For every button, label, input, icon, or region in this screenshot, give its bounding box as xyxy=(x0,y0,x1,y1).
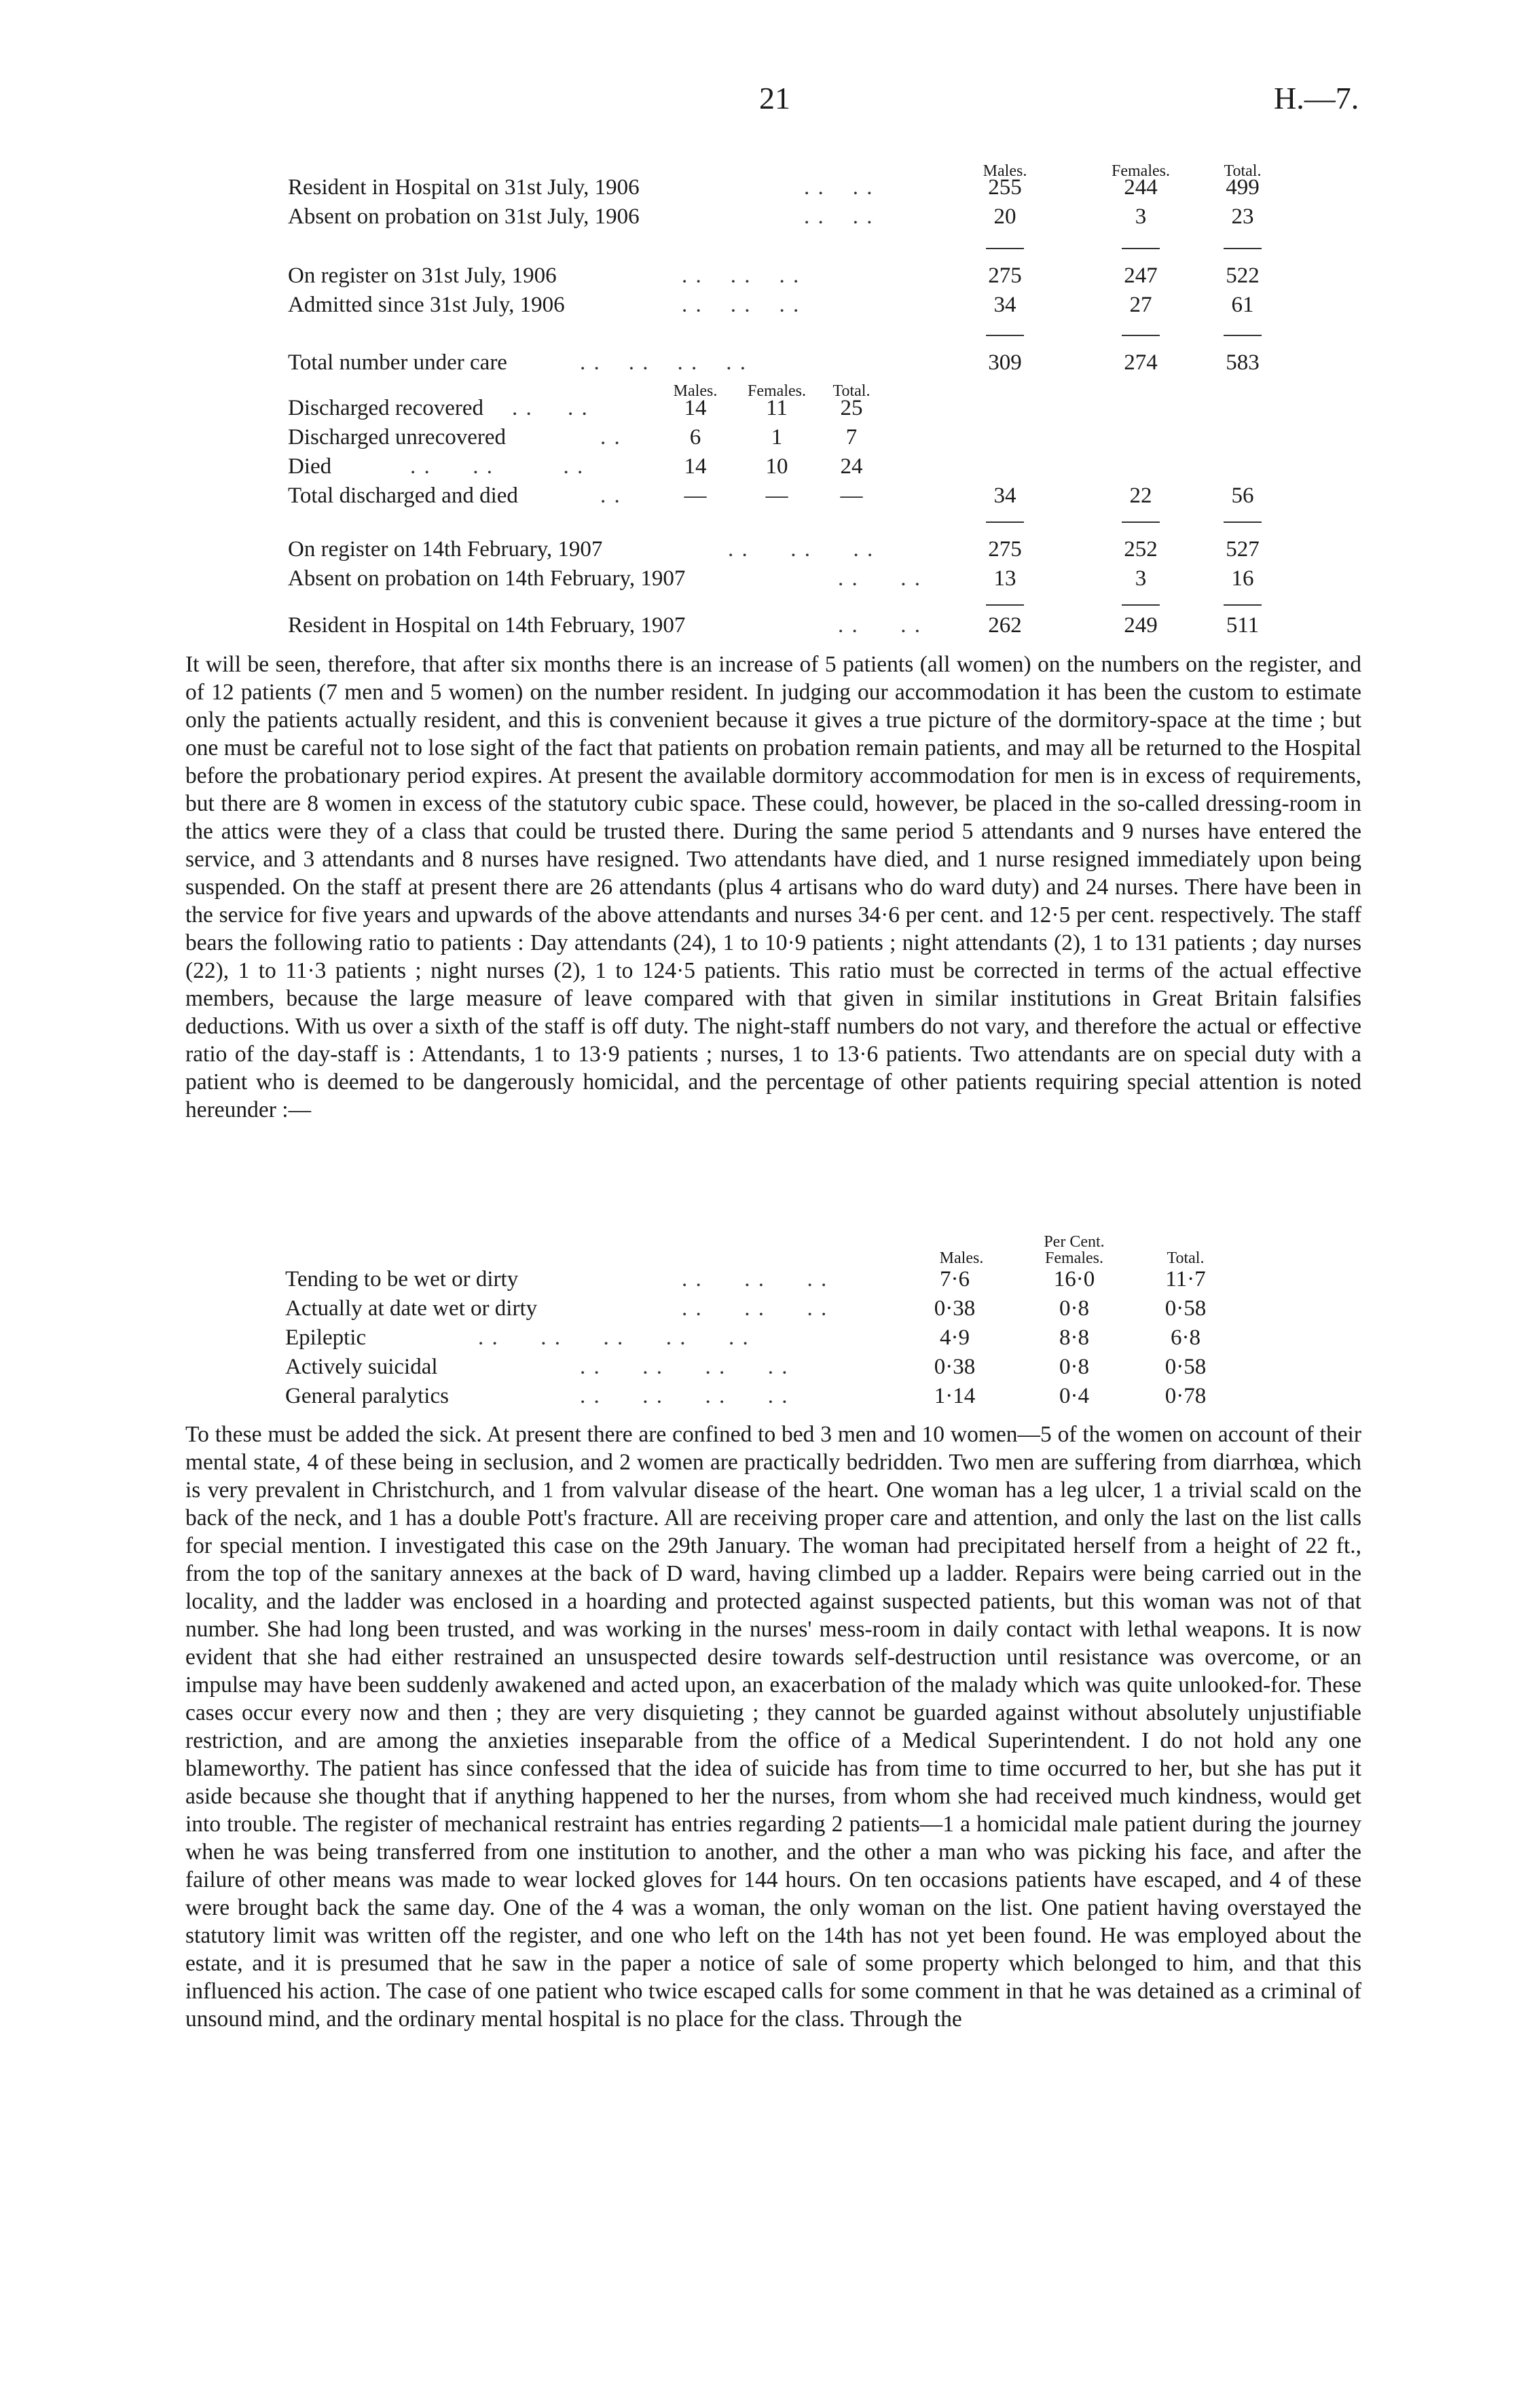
row-label: Died xyxy=(288,454,332,479)
leader-dots: . . . . . . xyxy=(410,454,585,479)
row-label: Actually at date wet or dirty xyxy=(285,1296,538,1321)
column-header-females: Females. xyxy=(1045,1249,1103,1267)
row-label: Actively suicidal xyxy=(285,1355,438,1379)
cell-females: 244 xyxy=(1124,175,1158,200)
percent-table xyxy=(285,1228,1304,1419)
rule xyxy=(1224,335,1262,336)
cell-total: 583 xyxy=(1226,350,1260,375)
rule xyxy=(1122,335,1160,336)
row-label: General paralytics xyxy=(285,1384,449,1408)
leader-dots: . . . . . . xyxy=(682,1267,828,1291)
cell-males-total: 34 xyxy=(993,483,1016,508)
leader-dots: . . . . . . . . xyxy=(580,350,747,375)
leader-dots: . . . . xyxy=(838,613,921,638)
column-header-total: Total. xyxy=(1224,162,1262,180)
column-header-total: Total. xyxy=(1167,1249,1205,1267)
cell-males: 275 xyxy=(988,537,1022,562)
cell-females: 10 xyxy=(765,454,788,479)
cell-females: 252 xyxy=(1124,537,1158,562)
per-cent-header: Per Cent. xyxy=(1044,1233,1105,1251)
row-label: Tending to be wet or dirty xyxy=(285,1267,519,1291)
census-table xyxy=(288,153,1286,642)
page-code: H.—7. xyxy=(1274,81,1359,115)
paragraph-sick-and-escapes: To these must be added the sick. At present there are confined to bed 3 men and 10 women—5 of the women on account of their mental state, 4 of these being in seclusion, and 2 women are practically bedridden. Two men are suffering from diarrhœa, which is very prevalent in Christchurch, and 1 from valvular disease of the heart. One woman has a leg ulcer, 1 a trivial scald on the back of the neck, and 1 has a double Pott's fracture. All are receiving proper care and attention, and only the last on the list calls for special mention. I investigated this case on the 29th January. The woman had precipitated herself from a height of 22 ft., from the top of the sanitary annexes at the back of D ward, having climbed up a ladder. Repairs were being carried out in the locality, and the ladder was enclosed in a hoarding and protected against suspected patients, but this woman was not of that number. She had long been trusted, and was working in the nurses' mess-room in daily contact with lethal weapons. It is now evident that she had either restrained an unsuspected desire towards self-destruction until resistance was overcome, or an impulse may have been suddenly awakened and acted upon, an exacerbation of the malady which was quite unlooked-for. These cases occur every now and then ; they are very disquieting ; they cannot be guarded against without absolutely unjustifiable restriction, and are among the anxieties inseparable from the office of a Medical Superintendent. I do not hold any one blameworthy. The patient has since confessed that the idea of suicide has from time to time occurred to her, but she has put it aside because she thought that if anything happened to her the nurses, from whom she had received much kindness, would get into trouble. The register of mechanical restraint has entries regarding 2 patients—1 a homicidal male patient during the journey when he was being transferred from one institution to another, and the other a man who was picking his face, and after the failure of other means was made to wear locked gloves for 144 hours. On ten occasions patients have escaped, and 4 of these were brought back the same day. One of the 4 was a woman, the only woman on the list. One patient having overstayed the statutory limit was written off the register, and one who left on the 14th has not yet been found. He was employed about the estate, and it is presumed that he saw in the paper a notice of sale of some property which belonged to him, and that this influenced his action. The case of one patient who twice escaped calls for some comment in that he was detained as a criminal of unsound mind, and the ordinary mental hospital is no place for the class. Through the xyxy=(185,1422,1361,2032)
leader-dots: . . . . . . xyxy=(682,293,801,317)
cell-total: 511 xyxy=(1226,613,1260,638)
cell-females: 0·4 xyxy=(1059,1384,1089,1408)
leader-dots: . . . . xyxy=(804,204,874,229)
row-label: Total number under care xyxy=(288,350,507,375)
column-header-males: Males. xyxy=(939,1249,984,1267)
cell-males: 275 xyxy=(988,263,1022,288)
cell-females: 16·0 xyxy=(1053,1267,1095,1291)
page-number: 21 xyxy=(759,81,790,115)
cell-females: — xyxy=(765,483,788,508)
leader-dots: . . . . . . . . xyxy=(580,1355,789,1379)
cell-males: 7·6 xyxy=(940,1267,970,1291)
cell-males: 1·14 xyxy=(934,1384,976,1408)
leader-dots: . . . . . . xyxy=(682,1296,828,1321)
rule xyxy=(1224,521,1262,523)
row-label: On register on 14th February, 1907 xyxy=(288,537,603,562)
row-label: Epileptic xyxy=(285,1325,367,1350)
row-label: Discharged unrecovered xyxy=(288,425,506,450)
leader-dots: . . xyxy=(600,425,621,450)
cell-females: 274 xyxy=(1124,350,1158,375)
sub-header-total: Total. xyxy=(832,382,870,400)
rule xyxy=(986,335,1024,336)
cell-females: 0·8 xyxy=(1059,1355,1089,1379)
leader-dots: . . . . . . xyxy=(728,537,875,562)
column-header-females: Females. xyxy=(1112,162,1170,180)
cell-total: 16 xyxy=(1231,566,1254,591)
column-header-males: Males. xyxy=(983,162,1027,180)
cell-males: 20 xyxy=(993,204,1016,229)
cell-males: 255 xyxy=(988,175,1022,200)
cell-males: — xyxy=(684,483,707,508)
rule xyxy=(986,604,1024,606)
leader-dots: . . . . . . . . . . xyxy=(478,1325,750,1350)
cell-females: 0·8 xyxy=(1059,1296,1089,1321)
row-label: Absent on probation on 31st July, 1906 xyxy=(288,204,640,229)
cell-total: 61 xyxy=(1231,293,1254,317)
rule xyxy=(1224,604,1262,606)
row-label: Discharged recovered xyxy=(288,396,483,420)
cell-total: 0·58 xyxy=(1165,1296,1207,1321)
rule xyxy=(1122,521,1160,523)
cell-total: 499 xyxy=(1226,175,1260,200)
cell-total: 6·8 xyxy=(1171,1325,1200,1350)
cell-males: 6 xyxy=(689,425,701,450)
cell-total: 24 xyxy=(840,454,863,479)
cell-females-total: 22 xyxy=(1129,483,1152,508)
cell-males: 0·38 xyxy=(934,1296,976,1321)
cell-grand-total: 56 xyxy=(1231,483,1254,508)
cell-total: 527 xyxy=(1226,537,1260,562)
cell-females: 27 xyxy=(1129,293,1152,317)
cell-males: 262 xyxy=(988,613,1022,638)
leader-dots: . . . . xyxy=(838,566,921,591)
cell-females: 3 xyxy=(1135,566,1147,591)
row-label: Resident in Hospital on 14th February, 1907 xyxy=(288,613,686,638)
row-label: Resident in Hospital on 31st July, 1906 xyxy=(288,175,640,200)
leader-dots: . . . . . . . . xyxy=(580,1384,789,1408)
rule xyxy=(986,248,1024,249)
cell-females: 11 xyxy=(766,396,788,420)
row-label: Total discharged and died xyxy=(288,483,518,508)
cell-total: 7 xyxy=(845,425,858,450)
rule xyxy=(986,521,1024,523)
cell-females: 247 xyxy=(1124,263,1158,288)
rule xyxy=(1122,604,1160,606)
cell-total: — xyxy=(840,483,863,508)
leader-dots: . . . . xyxy=(804,175,874,200)
sub-header-males: Males. xyxy=(673,382,718,400)
cell-total: 0·58 xyxy=(1165,1355,1207,1379)
cell-males: 13 xyxy=(993,566,1016,591)
cell-females: 1 xyxy=(771,425,783,450)
cell-males: 14 xyxy=(684,454,707,479)
cell-males: 309 xyxy=(988,350,1022,375)
cell-total: 11·7 xyxy=(1165,1267,1206,1291)
cell-total: 0·78 xyxy=(1165,1384,1207,1408)
leader-dots: . . . . . . xyxy=(682,263,801,288)
leader-dots: . . . . xyxy=(512,396,589,420)
cell-total: 522 xyxy=(1226,263,1260,288)
cell-males: 0·38 xyxy=(934,1355,976,1379)
cell-males: 34 xyxy=(993,293,1016,317)
cell-total: 23 xyxy=(1231,204,1254,229)
rule xyxy=(1122,248,1160,249)
rule xyxy=(1224,248,1262,249)
row-label: Absent on probation on 14th February, 1907 xyxy=(288,566,686,591)
cell-females: 249 xyxy=(1124,613,1158,638)
cell-males: 4·9 xyxy=(940,1325,970,1350)
cell-females: 3 xyxy=(1135,204,1147,229)
row-label: On register on 31st July, 1906 xyxy=(288,263,557,288)
cell-males: 14 xyxy=(684,396,707,420)
sub-header-females: Females. xyxy=(748,382,806,400)
paragraph-staffing: It will be seen, therefore, that after six months there is an increase of 5 patients (all women) on the numbers on the register, and of 12 patients (7 men and 5 women) on the number resident. In judging our accommodation it has been the custom to estimate only the patients actually resident, and this is convenient because it gives a true picture of the dormitory-space at the time ; but one must be careful not to lose sight of the fact that patients on probation remain patients, and may all be returned to the Hospital before the probationary period expires. At present the available dormitory accommodation for men is in excess of requirements, but there are 8 women in excess of the statutory cubic space. These could, however, be placed in the so-called dressing-room in the attics were they of a class that could be trusted there. During the same period 5 attendants and 9 nurses have entered the service, and 3 attendants and 8 nurses have resigned. Two attendants have died, and 1 nurse resigned immediately upon being suspended. On the staff at present there are 26 attendants (plus 4 artisans who do ward duty) and 24 nurses. There have been in the service for five years and upwards of the above attendants and nurses 34·6 per cent. and 12·5 per cent. respectively. The staff bears the following ratio to patients : Day attendants (24), 1 to 10·9 patients ; night attendants (2), 1 to 131 patients ; day nurses (22), 1 to 11·3 patients ; night nurses (2), 1 to 124·5 patients. This ratio must be corrected in terms of the actual effective members, because the large measure of leave compared with that given in similar institutions in Great Britain falsifies deductions. With us over a sixth of the staff is off duty. The night-staff numbers do not vary, and therefore the actual or effective ratio of the day-staff is : Attendants, 1 to 13·9 patients ; nurses, 1 to 13·6 patients. Two attendants are on special duty with a patient who is deemed to be dangerously homicidal, and the percentage of other patients requiring special attention is noted hereunder :— xyxy=(185,652,1361,1122)
row-label: Admitted since 31st July, 1906 xyxy=(288,293,565,317)
cell-total: 25 xyxy=(840,396,863,420)
cell-females: 8·8 xyxy=(1059,1325,1089,1350)
leader-dots: . . xyxy=(600,483,621,508)
